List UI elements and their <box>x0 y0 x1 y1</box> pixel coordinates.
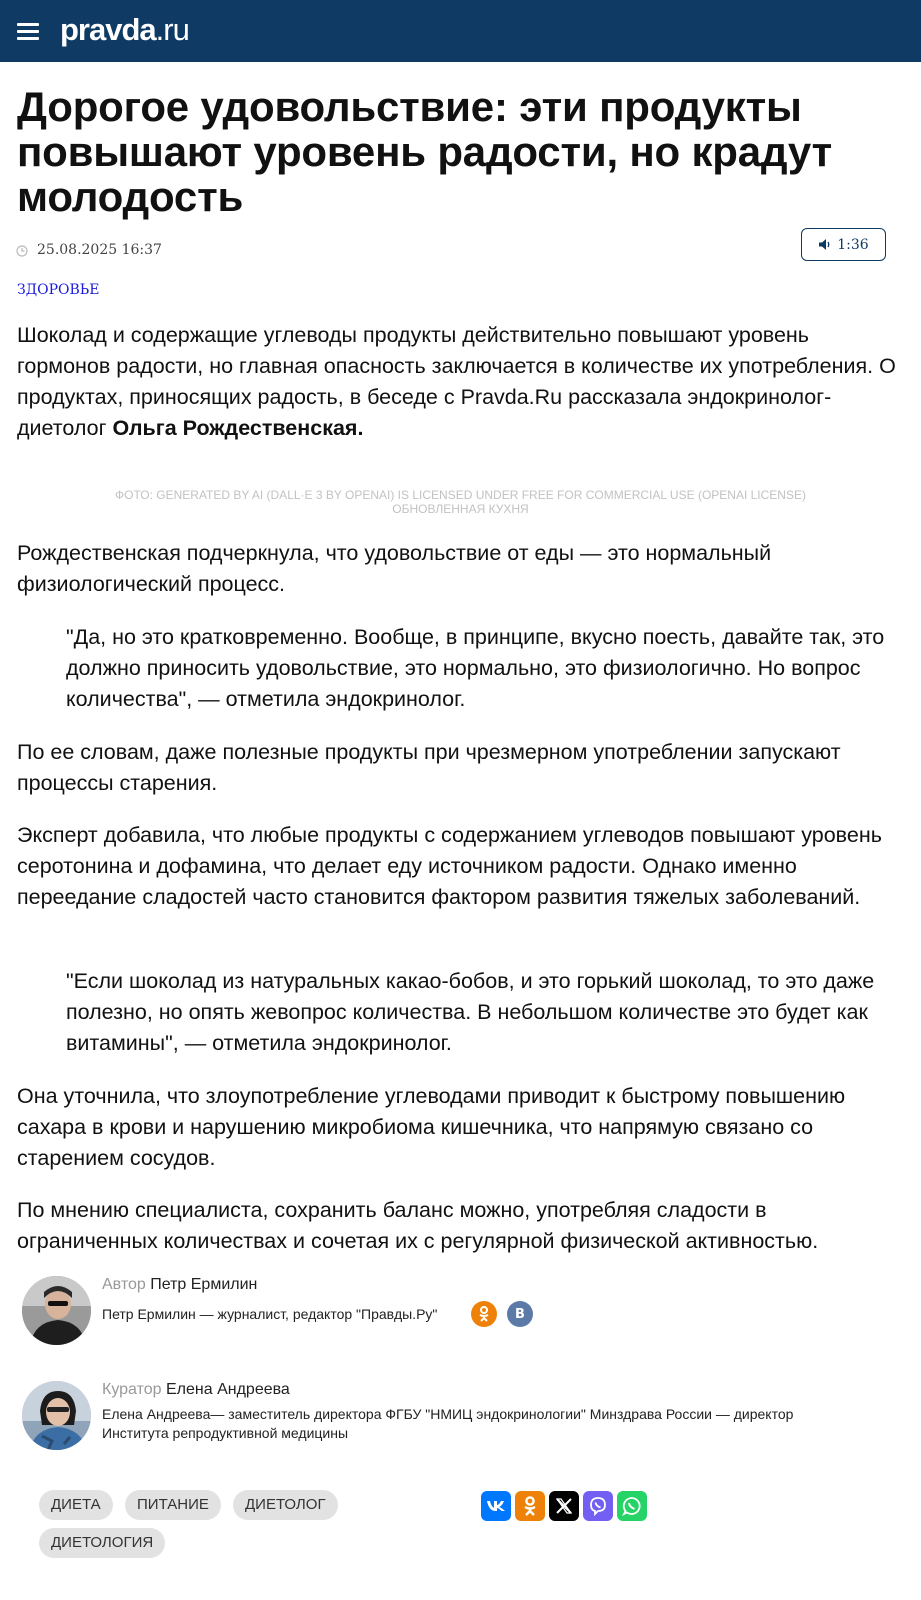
article-paragraph: Она уточнила, что злоупотребление углеводами приводит к быстрому повышению сахара в крови и нарушению микробиома кишечника, что напрямую связано со старением сосудов. <box>17 1084 846 1170</box>
curator-role <box>102 1381 290 1399</box>
article-title: Дорогое удовольствие: эти продукты повышают уровень радости, но крадут молодость <box>17 83 832 220</box>
site-header <box>0 0 921 62</box>
logo-main: pravda <box>60 12 156 47</box>
audio-duration: 1:36 <box>837 236 869 253</box>
article-quote: "Если шоколад из натуральных какао-бобов, и это горький шоколад, то это даже полезно, но опять жевопрос количества. В небольшом количестве это будет как витамины", — отметила эндокринолог. <box>66 969 875 1055</box>
tag-dietology[interactable]: ДИЕТОЛОГИЯ <box>39 1528 165 1558</box>
tag-diet[interactable]: ДИЕТА <box>39 1490 113 1520</box>
tag-nutrition[interactable]: ПИТАНИЕ <box>125 1490 221 1520</box>
article-paragraph: По ее словам, даже полезные продукты при чрезмерном употреблении запускают процессы старения. <box>17 740 841 795</box>
listen-audio-button[interactable] <box>801 228 886 261</box>
article-lead <box>17 320 907 444</box>
article-quote: "Да, но это кратковременно. Вообще, в принципе, вкусно поесть, давайте так, это должно приносить удовольствие, это нормально, это физиологично. Но вопрос количества", — отметила эндокринолог. <box>66 625 885 711</box>
odnoklassniki-icon[interactable] <box>471 1301 497 1327</box>
viber-icon[interactable] <box>583 1491 613 1521</box>
author-bio: Петр Ермилин — журналист, редактор "Правды.Ру" <box>102 1306 438 1322</box>
article-paragraph: Эксперт добавила, что любые продукты с содержанием углеводов повышают уровень серотонина и дофамина, что делает еду источником радости. Однако именно переедание сладостей часто становится фактором развития тяжелых заболеваний. <box>17 823 882 909</box>
author-name[interactable]: Петр Ермилин <box>150 1276 258 1293</box>
author-avatar[interactable] <box>22 1276 91 1345</box>
site-logo[interactable] <box>60 11 189 49</box>
odnoklassniki-icon[interactable] <box>515 1491 545 1521</box>
x-icon[interactable] <box>549 1491 579 1521</box>
curator-name[interactable]: Елена Андреева <box>165 1381 290 1398</box>
curator-role-label: Куратор <box>102 1381 162 1398</box>
hamburger-menu-icon[interactable] <box>17 21 39 41</box>
lead-text: Шоколад и содержащие углеводы продукты действительно повышают уровень гормонов радости, но главная опасность заключается в количестве их употребления. О продуктах, приносящих радость, в беседе с Pravda.Ru рассказала эндокринолог-диетолог <box>17 323 896 440</box>
clock-icon <box>16 245 28 257</box>
author-card <box>22 1276 902 1356</box>
photo-caption: ОБНОВЛЕННАЯ КУХНЯ <box>392 502 529 516</box>
publication-date: 25.08.2025 16:37 <box>37 242 162 258</box>
curator-card <box>22 1381 902 1461</box>
tag-dietitian[interactable]: ДИЕТОЛОГ <box>233 1490 338 1520</box>
curator-bio: Елена Андреева— заместитель директора ФГБУ "НМИЦ эндокринологии" Минздрава России — директор Института репродуктивной медицины <box>102 1406 794 1441</box>
rubric-link[interactable]: ЗДОРОВЬЕ <box>17 282 100 298</box>
article-paragraph: Рождественская подчеркнула, что удовольствие от еды — это нормальный физиологический процесс. <box>17 541 772 596</box>
vk-icon[interactable]: В <box>507 1301 533 1327</box>
author-role-label: Автор <box>102 1276 146 1293</box>
curator-avatar[interactable] <box>22 1381 91 1450</box>
photo-credit: ФОТО: GENERATED BY AI (DALL·E 3 BY OPENAI) IS LICENSED UNDER FREE FOR COMMERCIAL USE (OPENAI LICENSE) <box>115 488 806 502</box>
article-paragraph: По мнению специалиста, сохранить баланс можно, употребляя сладости в ограниченных количествах и сочетая их с регулярной физической активностью. <box>17 1198 819 1253</box>
logo-suffix: .ru <box>155 12 189 47</box>
author-role <box>102 1276 257 1294</box>
photo-credit-block <box>0 488 921 516</box>
speaker-icon <box>818 238 832 251</box>
lead-expert-name: Ольга Рождественская. <box>112 416 364 440</box>
vk-icon[interactable] <box>481 1491 511 1521</box>
whatsapp-icon[interactable] <box>617 1491 647 1521</box>
